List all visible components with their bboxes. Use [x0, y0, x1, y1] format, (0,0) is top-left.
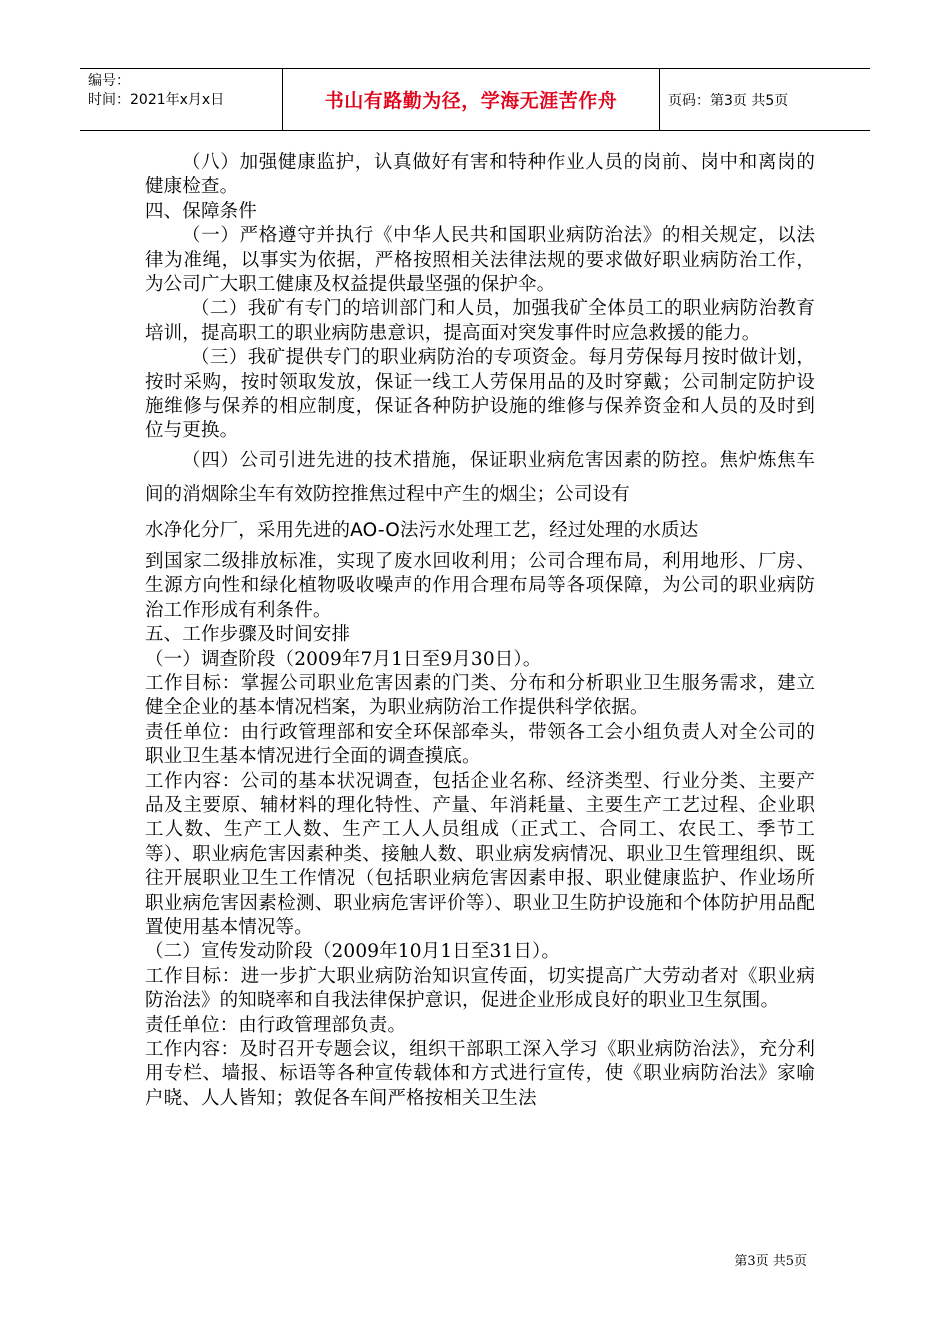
- paragraph-guarantee-4-line: 水净化分厂，采用先进的AO-O法污水处理工艺，经过处理的水质达: [145, 519, 699, 541]
- section-heading-steps: 五、工作步骤及时间安排: [145, 624, 351, 646]
- document-number-label: 编号：: [88, 73, 130, 89]
- survey-goal: 工作目标：掌握公司职业危害因素的门类、分布和分析职业卫生服务需求，建立健全企业的基本情况档案，为职业病防治工作提供科学依据。: [145, 672, 815, 719]
- page-header: [80, 68, 870, 131]
- paragraph-guarantee-3: （三）我矿提供专门的职业病防治的专项资金。每月劳保每月按时做计划，按时采购，按时领取发放，保证一线工人劳保用品的及时穿戴；公司制定防护设施维修与保养的相应制度，保证各种防护设施的维修与保养资金和人员的及时到位与更换。: [145, 347, 815, 442]
- stage-heading-publicity: （二）宣传发动阶段（2009年10月1日至31日）。: [145, 941, 561, 963]
- paragraph-guarantee-4-cont: 到国家二级排放标准，实现了废水回收利用；公司合理布局，利用地形、厂房、生源方向性和绿化植物吸收噪声的作用合理布局等各项保障，为公司的职业病防治工作形成有利条件。: [145, 550, 815, 621]
- header-motto: 书山有路勤为径，学海无涯苦作舟: [282, 69, 660, 130]
- publicity-responsible: 责任单位：由行政管理部负责。: [145, 1014, 407, 1036]
- paragraph-guarantee-4: （四）公司引进先进的技术措施，保证职业病危害因素的防控。焦炉炼焦车间的消烟除尘车有效防控推焦过程中产生的烟尘；公司设有: [145, 449, 815, 505]
- publicity-content: 工作内容：及时召开专题会议，组织干部职工深入学习《职业病防治法》，充分利用专栏、墙报、标语等各种宣传载体和方式进行宣传，使《职业病防治法》家喻户晓、人人皆知；敦促各车间严格按相关卫生法: [145, 1039, 815, 1109]
- survey-content: 工作内容：公司的基本状况调查，包括企业名称、经济类型、行业分类、主要产品及主要原、辅材料的理化特性、产量、年消耗量、主要生产工艺过程、企业职工人数、生产工人数、生产工人人员组成（正式工、合同工、农民工、季节工等）、职业病危害因素种类、接触人数、职业病发病情况、职业卫生管理组织、既往开展职业卫生工作情况（包括职业病危害因素申报、职业健康监护、作业场所职业病危害因素检测、职业病危害评价等）、职业卫生防护设施和个体防护用品配置使用基本情况等。: [145, 770, 815, 938]
- section-heading-guarantees: 四、保障条件: [145, 200, 257, 222]
- paragraph-guarantee-1: （一）严格遵守并执行《中华人民共和国职业病防治法》的相关规定，以法律为准绳，以事实为依据，严格按照相关法律法规的要求做好职业病防治工作，为公司广大职工健康及权益提供最坚强的保护伞。: [145, 225, 815, 296]
- header-page-number: 页码：第3页 共5页: [668, 92, 789, 109]
- survey-responsible: 责任单位：由行政管理部和安全环保部牵头，带领各工会小组负责人对全公司的职业卫生基本情况进行全面的调查摸底。: [145, 721, 815, 768]
- publicity-goal: 工作目标：进一步扩大职业病防治知识宣传面，切实提高广大劳动者对《职业病防治法》的知晓率和自我法律保护意识，促进企业形成良好的职业卫生氛围。: [145, 965, 815, 1012]
- document-date-label: 时间：2021年x月x日: [88, 92, 225, 108]
- page-footer: 第3页 共5页: [734, 1254, 807, 1269]
- paragraph-guarantee-2: （二）我矿有专门的培训部门和人员，加强我矿全体员工的职业病防治教育培训，提高职工的职业病防患意识，提高面对突发事件时应急救援的能力。: [145, 298, 815, 344]
- paragraph-health-monitoring: （八）加强健康监护，认真做好有害和特种作业人员的岗前、岗中和离岗的健康检查。: [145, 152, 815, 198]
- document-body: [145, 151, 815, 1111]
- header-meta: [80, 69, 282, 130]
- stage-heading-survey: （一）调查阶段（2009年7月1日至9月30日）。: [145, 648, 542, 670]
